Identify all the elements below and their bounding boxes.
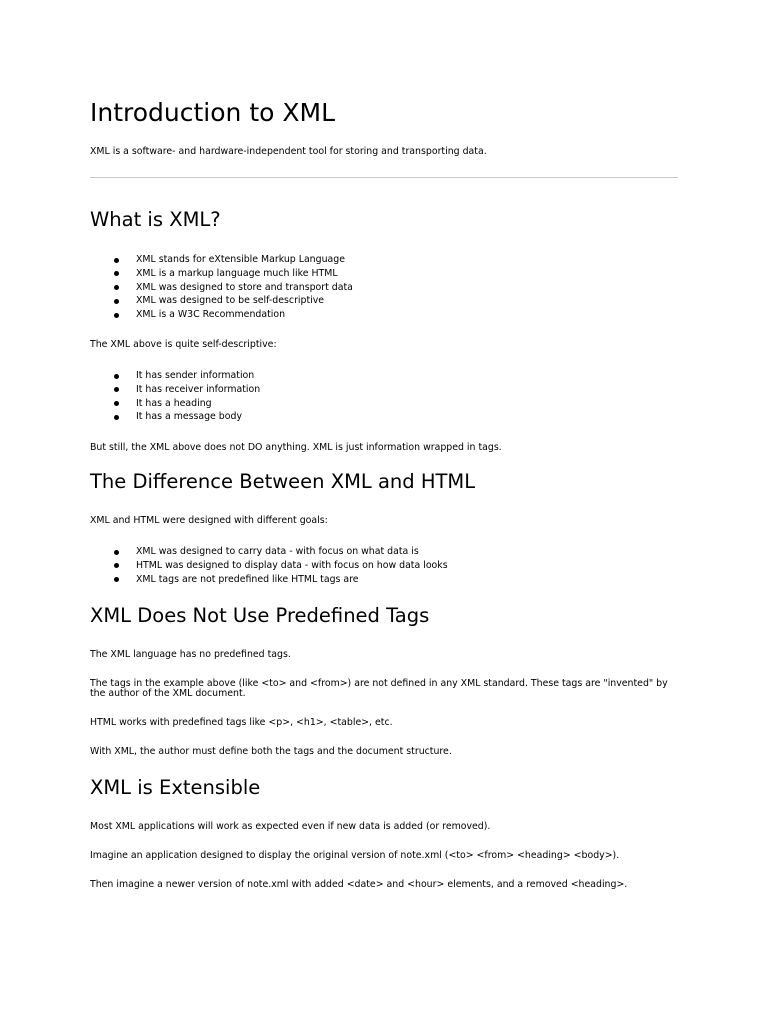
bullet-icon <box>114 285 119 290</box>
bullet-icon <box>114 374 119 379</box>
list-item-text: XML stands for eXtensible Markup Language <box>136 254 345 265</box>
bullet-icon <box>114 415 119 420</box>
intro-paragraph: XML is a software- and hardware-independent tool for storing and transporting data. <box>90 146 487 157</box>
list-item <box>90 281 353 295</box>
list-item <box>90 573 448 587</box>
bullet-icon <box>114 550 119 555</box>
bullet-icon <box>114 299 119 304</box>
list-item-text: XML was designed to carry data - with focus on what data is <box>136 546 419 557</box>
paragraph-original-version: Imagine an application designed to display the original version of note.xml (<to> <from> <heading> <body>). <box>90 850 620 861</box>
list-item-text: It has a message body <box>136 411 242 423</box>
list-item <box>90 383 260 397</box>
list-item <box>90 308 353 322</box>
list-item-text: It has sender information <box>136 370 255 381</box>
paragraph-no-predefined: The XML language has no predefined tags. <box>90 649 291 660</box>
heading-what-is-xml: What is XML? <box>90 208 221 231</box>
list-item-text: XML was designed to store and transport data <box>136 281 353 293</box>
paragraph-self-descriptive: The XML above is quite self-descriptive: <box>90 339 277 350</box>
list-item <box>90 294 353 308</box>
list-item-text: XML is a W3C Recommendation <box>136 309 286 321</box>
horizontal-divider <box>90 177 678 178</box>
list-differences <box>90 545 448 586</box>
bullet-icon <box>114 271 119 276</box>
paragraph-does-nothing: But still, the XML above does not DO anything. XML is just information wrapped in tags. <box>90 442 502 453</box>
list-item <box>90 267 353 281</box>
list-item-text: XML tags are not predefined like HTML tags are <box>136 573 359 585</box>
list-item-text: XML is a markup language much like HTML <box>136 267 338 279</box>
page-title: Introduction to XML <box>90 98 336 127</box>
heading-difference: The Difference Between XML and HTML <box>90 470 476 493</box>
list-item <box>90 410 260 424</box>
list-note-contents <box>90 369 260 424</box>
bullet-icon <box>114 258 119 263</box>
bullet-icon <box>114 401 119 406</box>
paragraph-author-defines: With XML, the author must define both the tags and the document structure. <box>90 746 452 757</box>
list-item <box>90 545 448 559</box>
heading-extensible: XML is Extensible <box>90 776 261 799</box>
paragraph-different-goals: XML and HTML were designed with different goals: <box>90 515 328 526</box>
list-item <box>90 253 353 267</box>
paragraph-html-tags: HTML works with predefined tags like <p>, <h1>, <table>, etc. <box>90 717 393 728</box>
list-item <box>90 559 448 573</box>
paragraph-newer-version: Then imagine a newer version of note.xml with added <date> and <hour> elements, and a removed <heading>. <box>90 879 628 890</box>
bullet-icon <box>114 313 119 318</box>
bullet-icon <box>114 387 119 392</box>
list-item <box>90 397 260 411</box>
list-item-text: HTML was designed to display data - with focus on how data looks <box>136 559 448 571</box>
list-what-is-xml <box>90 253 353 322</box>
list-item <box>90 369 260 383</box>
list-item-text: It has a heading <box>136 397 212 409</box>
list-item-text: XML was designed to be self-descriptive <box>136 295 325 307</box>
heading-predefined-tags: XML Does Not Use Predefined Tags <box>90 604 430 627</box>
bullet-icon <box>114 563 119 568</box>
paragraph-new-data: Most XML applications will work as expected even if new data is added (or removed). <box>90 821 491 832</box>
paragraph-invented-tags: The tags in the example above (like <to> and <from>) are not defined in any XML standard. These tags are "invented" by the author of the XML document. <box>90 678 668 699</box>
list-item-text: It has receiver information <box>136 383 261 395</box>
bullet-icon <box>114 577 119 582</box>
